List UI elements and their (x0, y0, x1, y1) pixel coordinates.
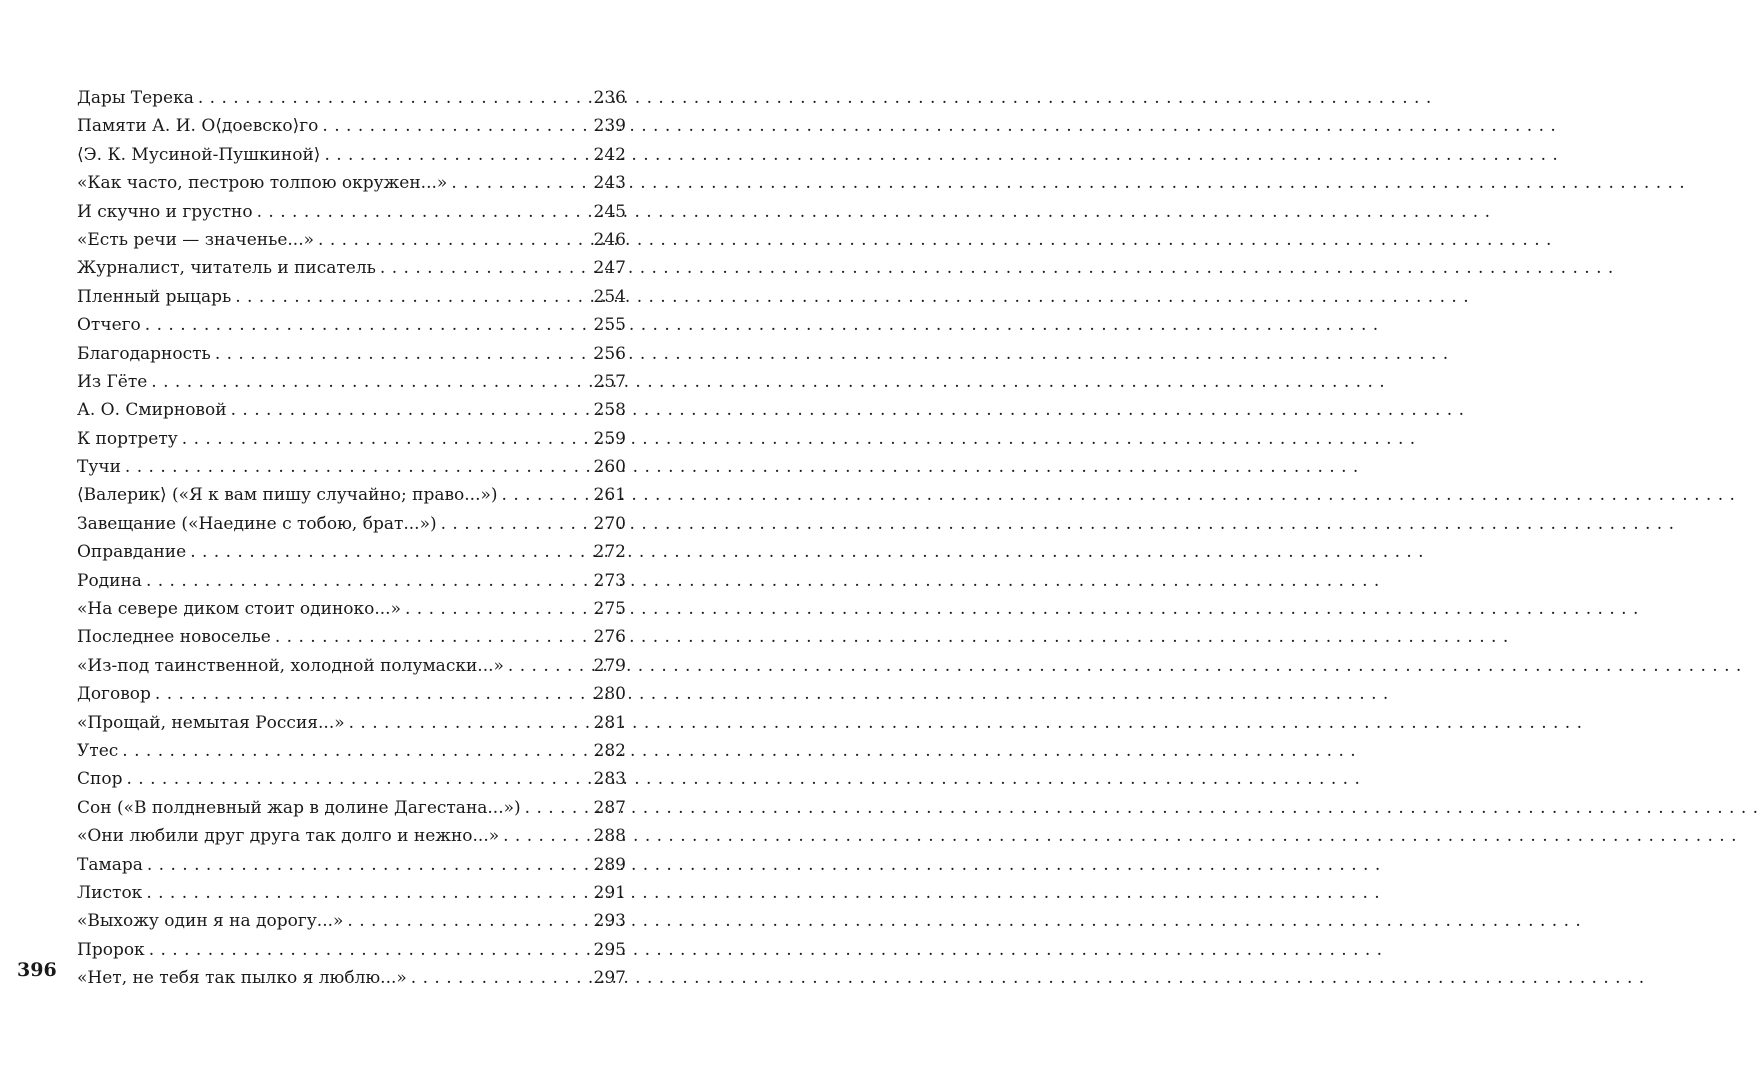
toc-entry[interactable] (77, 765, 626, 793)
toc-entry-title: Журналист, читатель и писатель (77, 258, 376, 279)
toc-entry[interactable] (77, 84, 626, 112)
toc-entry-page: 258 (593, 400, 626, 421)
toc-entry-title: А. О. Смирновой (77, 400, 227, 421)
toc-entry[interactable] (77, 169, 626, 197)
toc-entry-title: «Выхожу один я на дорогу...» (77, 911, 344, 932)
toc-entry-page: 273 (593, 570, 626, 591)
toc-entry-page: 291 (593, 882, 626, 903)
toc-entry-title: Сон («В полдневный жар в долине Дагестана...») (77, 797, 521, 818)
toc-entry[interactable] (77, 340, 626, 368)
toc-entry[interactable] (77, 907, 626, 935)
dot-leader (198, 84, 592, 112)
dot-leader (147, 851, 592, 879)
toc-entry-page: 276 (593, 627, 626, 648)
toc-entry-page: 282 (593, 740, 626, 761)
toc-entry-title: Спор (77, 769, 123, 790)
dot-leader (151, 368, 591, 396)
toc-entry[interactable] (77, 652, 626, 680)
toc-entry-title: Последнее новоселье (77, 627, 271, 648)
dot-leader (145, 311, 592, 339)
toc-entry-title: Тамара (77, 854, 143, 875)
toc-entry[interactable] (77, 567, 626, 595)
book-page (0, 0, 725, 1084)
toc-entry-title: Пророк (77, 939, 145, 960)
toc-entry-title: «Как часто, пестрою толпою окружен...» (77, 173, 448, 194)
toc-entry-page: 283 (593, 769, 626, 790)
toc-entry-page: 280 (593, 684, 626, 705)
toc-entry-page: 295 (593, 939, 626, 960)
toc-entry-page: 254 (593, 286, 626, 307)
toc-entry[interactable] (77, 851, 626, 879)
toc-entry-page: 242 (593, 144, 626, 165)
toc-entry-title: Памяти А. И. О⟨доевско⟩го (77, 116, 319, 137)
toc-entry[interactable] (77, 538, 626, 566)
toc-entry-page: 260 (593, 457, 626, 478)
toc-entry[interactable] (77, 396, 626, 424)
dot-leader (235, 283, 591, 311)
toc-entry-title: Дары Терека (77, 88, 194, 108)
dot-leader (508, 652, 592, 680)
toc-entry-title: И скучно и грустно (77, 201, 253, 222)
toc-entry-page: 272 (593, 542, 626, 563)
toc-entry-title: «Есть речи — значенье...» (77, 229, 315, 250)
dot-leader (411, 964, 592, 992)
toc-entry[interactable] (77, 964, 626, 992)
table-of-contents (77, 84, 626, 993)
toc-entry[interactable] (77, 737, 626, 765)
toc-entry-title: «Нет, не тебя так пылко я люблю...» (77, 968, 407, 989)
dot-leader (318, 226, 592, 254)
toc-entry[interactable] (77, 226, 626, 254)
dot-leader (380, 254, 592, 282)
toc-entry-title: Договор (77, 684, 151, 705)
dot-leader (441, 510, 592, 538)
dot-leader (155, 680, 592, 708)
toc-entry-page: 239 (593, 116, 626, 137)
toc-entry[interactable] (77, 311, 626, 339)
toc-entry[interactable] (77, 623, 626, 651)
toc-entry-title: «Они любили друг друга так долго и нежно...» (77, 826, 500, 847)
dot-leader (525, 794, 592, 822)
toc-entry-page: 245 (593, 201, 626, 222)
dot-leader (257, 198, 592, 226)
dot-leader (146, 879, 591, 907)
toc-entry-page: 255 (593, 315, 626, 336)
dot-leader (190, 538, 591, 566)
toc-entry-page: 279 (593, 655, 626, 676)
dot-leader (324, 141, 591, 169)
toc-entry-title: Благодарность (77, 343, 211, 364)
toc-entry-title: Отчего (77, 315, 141, 336)
toc-entry-page: 289 (593, 854, 626, 875)
dot-leader (322, 112, 591, 140)
toc-entry-page: 261 (593, 485, 626, 506)
toc-entry-page: 257 (593, 371, 626, 392)
toc-entry-page: 256 (593, 343, 626, 364)
toc-entry-title: «Прощай, немытая Россия...» (77, 712, 345, 733)
toc-entry[interactable] (77, 709, 626, 737)
toc-entry[interactable] (77, 936, 626, 964)
toc-entry-title: Родина (77, 570, 142, 591)
dot-leader (451, 169, 591, 197)
dot-leader (126, 765, 591, 793)
toc-entry[interactable] (77, 254, 626, 282)
toc-entry-page: 236 (593, 88, 626, 108)
toc-entry[interactable] (77, 112, 626, 140)
toc-entry-title: Тучи (77, 457, 121, 478)
toc-entry-page: 243 (593, 173, 626, 194)
dot-leader (503, 822, 591, 850)
toc-entry-title: Листок (77, 882, 143, 903)
toc-entry[interactable] (77, 879, 626, 907)
toc-entry[interactable] (77, 481, 626, 509)
toc-entry[interactable] (77, 595, 626, 623)
toc-entry-title: Утес (77, 740, 119, 761)
toc-entry-page: 275 (593, 599, 626, 620)
toc-entry[interactable] (77, 425, 626, 453)
toc-entry-title: Оправдание (77, 542, 187, 563)
toc-entry-title: ⟨Э. К. Мусиной-Пушкиной⟩ (77, 144, 321, 165)
toc-entry-title: К портрету (77, 428, 178, 449)
toc-entry-page: 297 (593, 968, 626, 989)
dot-leader (146, 567, 592, 595)
dot-leader (231, 396, 592, 424)
toc-entry-page: 247 (593, 258, 626, 279)
dot-leader (405, 595, 592, 623)
dot-leader (502, 481, 592, 509)
toc-entry[interactable] (77, 680, 626, 708)
dot-leader (182, 425, 592, 453)
dot-leader (149, 936, 592, 964)
toc-entry[interactable] (77, 283, 626, 311)
toc-entry-title: Пленный рыцарь (77, 286, 232, 307)
toc-entry[interactable] (77, 822, 626, 850)
toc-entry-title: Завещание («Наедине с тобою, брат...») (77, 513, 437, 534)
toc-entry[interactable] (77, 453, 626, 481)
page-number: 396 (17, 959, 57, 981)
toc-entry-page: 259 (593, 428, 626, 449)
toc-entry[interactable] (77, 141, 626, 169)
toc-entry-title: Из Гёте (77, 371, 148, 392)
toc-entry[interactable] (77, 198, 626, 226)
toc-entry[interactable] (77, 368, 626, 396)
toc-entry-page: 287 (593, 797, 626, 818)
dot-leader (122, 737, 591, 765)
dot-leader (125, 453, 592, 481)
dot-leader (347, 907, 591, 935)
dot-leader (275, 623, 592, 651)
dot-leader (215, 340, 592, 368)
toc-entry-title: «Из-под таинственной, холодной полумаски...» (77, 655, 504, 676)
toc-entry-title: ⟨Валерик⟩ («Я к вам пишу случайно; право...») (77, 485, 498, 506)
toc-entry-page: 288 (593, 826, 626, 847)
toc-entry-title: «На севере диком стоит одиноко...» (77, 599, 401, 620)
toc-entry-page: 270 (593, 513, 626, 534)
toc-entry[interactable] (77, 794, 626, 822)
toc-entry-page: 281 (593, 712, 626, 733)
toc-entry[interactable] (77, 510, 626, 538)
dot-leader (349, 709, 592, 737)
toc-entry-page: 246 (593, 229, 626, 250)
toc-entry-page: 293 (593, 911, 626, 932)
